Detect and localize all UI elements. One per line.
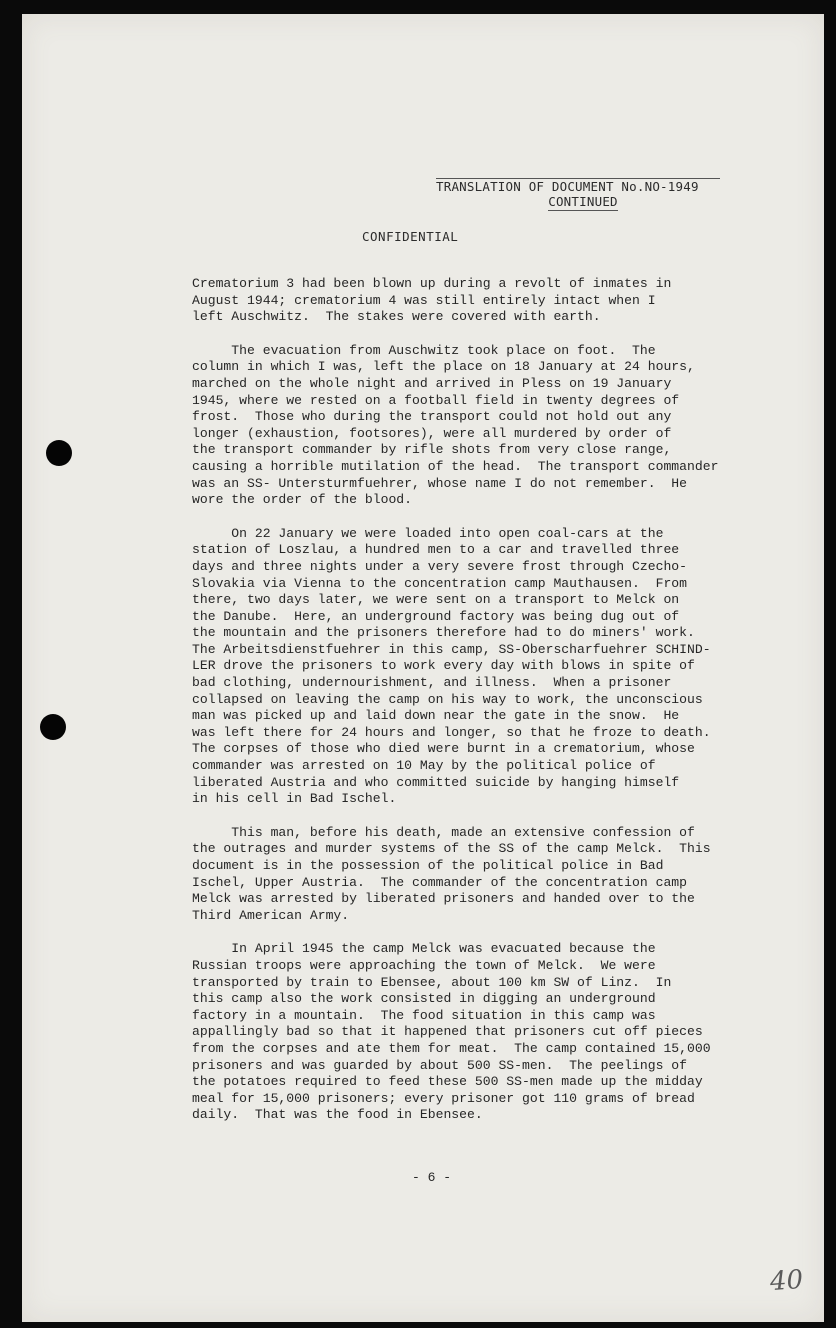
text-line: marched on the whole night and arrived in Pless on 19 January bbox=[192, 375, 672, 391]
text-line: appallingly bad so that it happened that prisoners cut off pieces bbox=[192, 1024, 703, 1040]
text-line: Slovakia via Vienna to the concentration camp Mauthausen. From bbox=[192, 575, 688, 591]
text-line: LER drove the prisoners to work every day with blows in spite of bbox=[192, 658, 695, 674]
header-title: TRANSLATION OF DOCUMENT No.NO-1949 bbox=[436, 178, 720, 194]
text-line: Third American Army. bbox=[192, 907, 350, 923]
text-line: man was picked up and laid down near the gate in the snow. He bbox=[192, 708, 680, 724]
text-line: the potatoes required to feed these 500 SS-men made up the midday bbox=[192, 1074, 703, 1090]
text-line: causing a horrible mutilation of the head. The transport commander bbox=[192, 458, 719, 474]
text-line: This man, before his death, made an extensive confession of bbox=[192, 824, 695, 840]
text-line: Melck was arrested by liberated prisoners and handed over to the bbox=[192, 891, 695, 907]
text-line: prisoners and was guarded by about 500 SS-men. The peelings of bbox=[192, 1057, 688, 1073]
paragraph bbox=[192, 276, 772, 326]
text-line: Crematorium 3 had been blown up during a revolt of inmates in bbox=[192, 276, 672, 291]
text-line: bad clothing, undernourishment, and illness. When a prisoner bbox=[192, 675, 672, 691]
text-line: transported by train to Ebensee, about 100 km SW of Linz. In bbox=[192, 974, 672, 990]
text-line: Ischel, Upper Austria. The commander of the concentration camp bbox=[192, 874, 688, 890]
text-line: August 1944; crematorium 4 was still entirely intact when I bbox=[192, 292, 656, 308]
text-line: the mountain and the prisoners therefore had to do miners' work. bbox=[192, 625, 695, 641]
text-line: the transport commander by rifle shots from very close range, bbox=[192, 442, 672, 458]
text-line: In April 1945 the camp Melck was evacuated because the bbox=[192, 941, 656, 957]
text-line: the outrages and murder systems of the SS of the camp Melck. This bbox=[192, 841, 711, 857]
text-line: column in which I was, left the place on 18 January at 24 hours, bbox=[192, 359, 695, 375]
text-line: daily. That was the food in Ebensee. bbox=[192, 1107, 483, 1123]
text-line: liberated Austria and who committed suicide by hanging himself bbox=[192, 774, 680, 790]
text-line: there, two days later, we were sent on a transport to Melck on bbox=[192, 592, 680, 608]
text-line: document is in the possession of the political police in Bad bbox=[192, 858, 664, 873]
text-line: station of Loszlau, a hundred men to a car and travelled three bbox=[192, 542, 680, 558]
text-line: meal for 15,000 prisoners; every prisoner got 110 grams of bread bbox=[192, 1090, 695, 1106]
text-line: factory in a mountain. The food situation in this camp was bbox=[192, 1007, 656, 1023]
text-line: from the corpses and ate them for meat. The camp contained 15,000 bbox=[192, 1040, 711, 1056]
page-number: - 6 - bbox=[412, 1170, 452, 1185]
text-line: was left there for 24 hours and longer, so that he froze to death. bbox=[192, 724, 711, 740]
text-line: frost. Those who during the transport could not hold out any bbox=[192, 409, 672, 425]
text-line: the Danube. Here, an underground factory was being dug out of bbox=[192, 608, 680, 624]
text-line: days and three nights under a very severe frost through Czecho- bbox=[192, 558, 688, 574]
document-body bbox=[192, 276, 772, 1141]
text-line: The evacuation from Auschwitz took place on foot. The bbox=[192, 342, 656, 358]
text-line: collapsed on leaving the camp on his way to work, the unconscious bbox=[192, 691, 703, 707]
punch-hole-upper bbox=[46, 440, 72, 466]
text-line: this camp also the work consisted in digging an underground bbox=[192, 991, 656, 1007]
text-line: longer (exhaustion, footsores), were all murdered by order of bbox=[192, 425, 672, 441]
text-line: left Auschwitz. The stakes were covered with earth. bbox=[192, 309, 601, 325]
punch-hole-lower bbox=[40, 714, 66, 740]
paragraph bbox=[192, 941, 772, 1124]
text-line: The Arbeitsdienstfuehrer in this camp, SS-Oberscharfuehrer SCHIND- bbox=[192, 641, 711, 657]
text-line: wore the order of the blood. bbox=[192, 492, 413, 508]
text-line: The corpses of those who died were burnt in a crematorium, whose bbox=[192, 741, 695, 757]
text-line: in his cell in Bad Ischel. bbox=[192, 791, 397, 807]
text-line: 1945, where we rested on a football field in twenty degrees of bbox=[192, 392, 680, 408]
text-line: On 22 January we were loaded into open coal-cars at the bbox=[192, 525, 664, 541]
handwritten-folio: 40 bbox=[768, 1264, 805, 1298]
paragraph bbox=[192, 825, 772, 925]
header-continued: CONTINUED bbox=[548, 194, 618, 209]
text-line: was an SS- Untersturmfuehrer, whose name I do not remember. He bbox=[192, 475, 688, 491]
text-line: commander was arrested on 10 May by the political police of bbox=[192, 758, 656, 774]
paragraph bbox=[192, 343, 772, 509]
document-header bbox=[436, 178, 720, 209]
classification-label: CONFIDENTIAL bbox=[362, 229, 459, 244]
text-line: Russian troops were approaching the town of Melck. We were bbox=[192, 957, 656, 973]
paragraph bbox=[192, 526, 772, 808]
